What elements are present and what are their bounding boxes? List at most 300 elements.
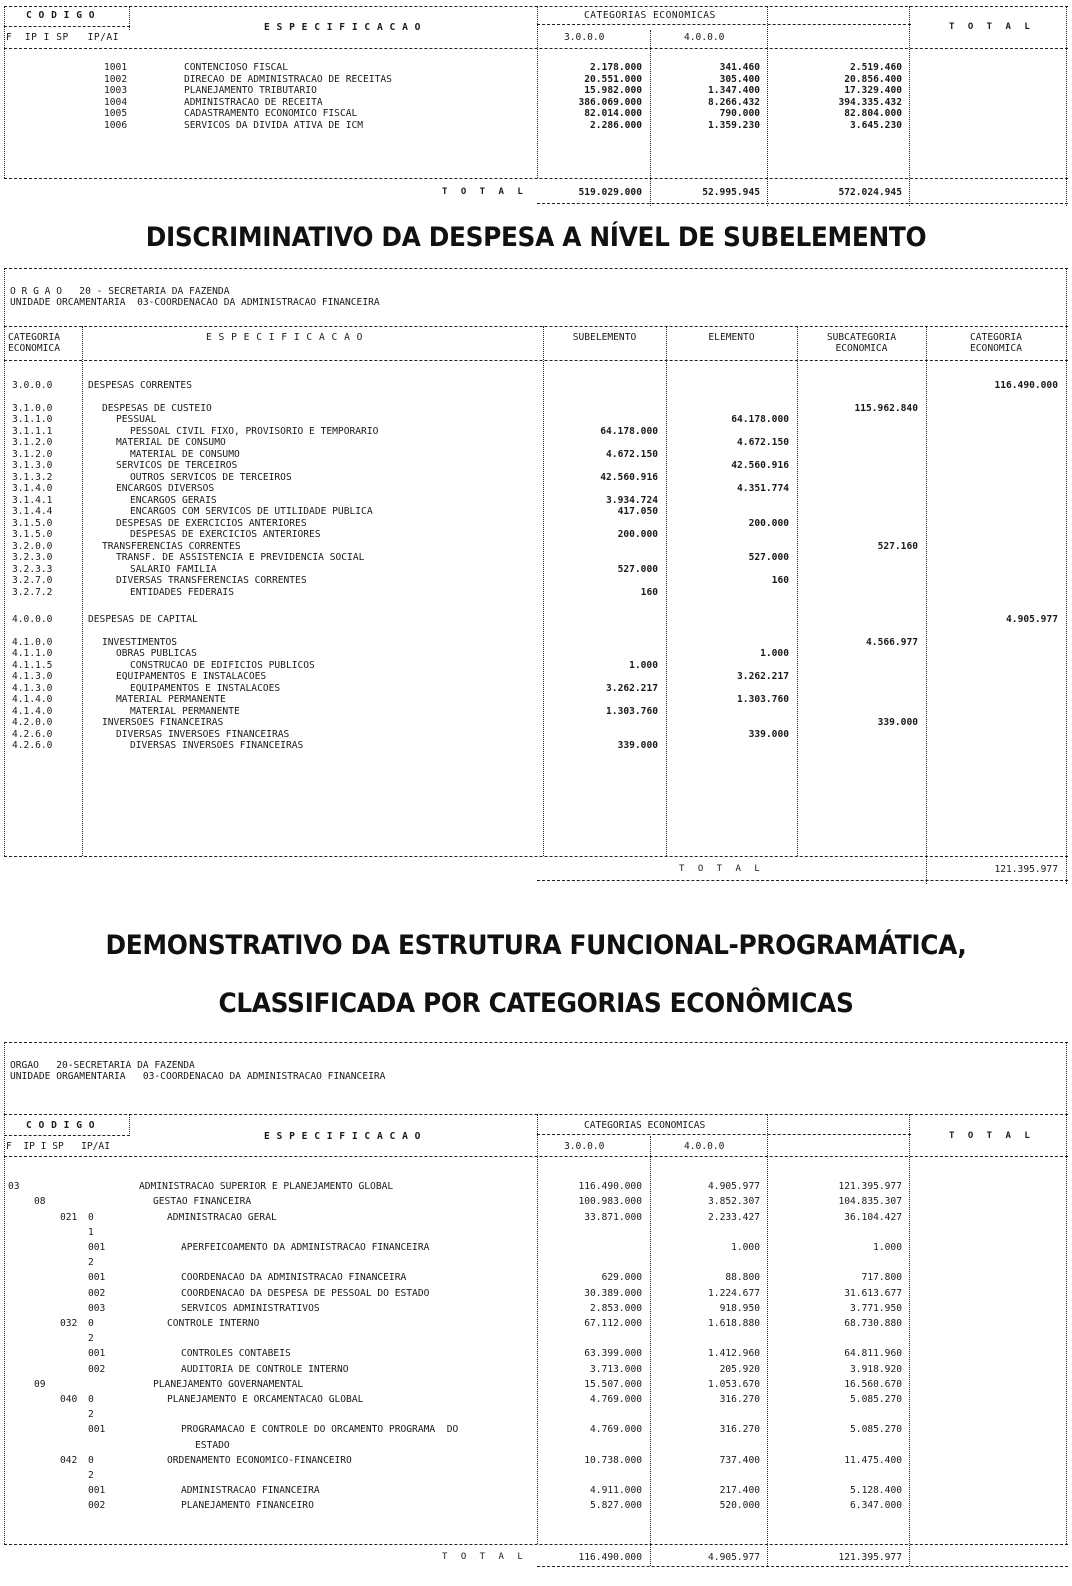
row-code: 3.2.3.3 [12,563,53,575]
row-label: EQUIPAMENTOS E INSTALACOES [130,682,281,694]
row-label: CONTENCIOSO FISCAL [184,62,288,73]
row-col-3000: 67.112.000 [584,1318,642,1329]
row-label: PLANEJAMENTO E ORCAMENTACAO GLOBAL [167,1394,364,1405]
row-code-pa: 001 [88,1348,106,1360]
row-col-3000: 82.014.000 [584,108,642,119]
table-row [4,1181,1068,1193]
row-label: DIVERSAS INVERSOES FINANCEIRAS [130,740,304,751]
table-row [4,1227,1068,1239]
row-label: SERVICOS DA DIVIDA ATIVA DE ICM [184,119,364,131]
row-code: 3.1.4.0 [12,483,53,494]
table-row [4,85,1068,97]
row-subelemento: 160 [640,586,658,598]
row-code: 3.1.0.0 [12,402,53,414]
row-label: CONSTRUCAO DE EDIFICIOS PUBLICOS [130,659,315,671]
header-especificacao: E S P E C I F I C A C A O [206,332,363,343]
row-label: INVESTIMENTOS [102,636,178,648]
row-label: DESPESAS DE CAPITAL [88,613,198,625]
row-code-pa: 002 [88,1363,106,1375]
header-categorias-economicas: CATEGORIAS ECONOMICAS [584,1120,706,1131]
row-label: APERFEICOAMENTO DA ADMINISTRACAO FINANCEIRA [181,1242,430,1253]
row-label: INVERSOES FINANCEIRAS [102,717,224,728]
row-categoria: 116.490.000 [994,379,1058,391]
header-especificacao: E S P E C I F I C A C A O [264,1131,421,1142]
table-row [4,1379,1068,1391]
table-row [4,1212,1068,1224]
table-row [4,1440,1068,1452]
header-categoria-economica-2: ECONOMICA [970,343,1022,354]
row-label: ORDENAMENTO ECONOMICO-FINANCEIRO [167,1454,352,1466]
table-row [4,671,1068,683]
table-row [4,1196,1068,1208]
table-row [4,1500,1068,1512]
row-code: 3.1.2.0 [12,437,53,448]
row-label: ENCARGOS DIVERSOS [116,483,215,494]
row-code: 3.2.3.0 [12,552,53,563]
row-col-3000: 5.827.000 [590,1500,642,1512]
row-code: 3.1.3.2 [12,471,53,483]
row-col-3000: 15.982.000 [584,85,642,96]
row-label: MATERIAL DE CONSUMO [130,448,240,460]
table-row [4,426,1068,438]
table-row [4,403,1068,415]
table-row [4,380,1068,392]
row-col-4000: 1.347.400 [708,85,760,96]
header-total: T O T A L [949,1131,1034,1141]
row-col-3000: 4.769.000 [590,1394,642,1405]
row-code: 4.1.1.0 [12,648,53,659]
table-row [4,706,1068,718]
row-label: PLANEJAMENTO GOVERNAMENTAL [153,1378,304,1390]
row-code-pa: 001 [88,1242,106,1253]
row-code-p: 09 [34,1378,46,1390]
table-row [4,1166,1068,1178]
row-label: DESPESAS DE EXERCICIOS ANTERIORES [116,517,307,529]
row-label: DIRECAO DE ADMINISTRACAO DE RECEITAS [184,73,392,85]
row-col-4000: 88.800 [725,1272,760,1284]
row-code: 3.1.4.4 [12,506,53,517]
table-row [4,1257,1068,1269]
row-col-3000: 63.399.000 [584,1348,642,1360]
table-row [4,587,1068,599]
row-total: 3.771.950 [850,1302,902,1314]
row-col-3000: 629.000 [601,1272,642,1284]
row-elemento: 339.000 [748,728,789,740]
row-label: SALARIO FAMILIA [130,563,217,575]
row-col-3000: 33.871.000 [584,1211,642,1223]
row-code: 4.2.6.0 [12,740,53,751]
row-label: TRANSF. DE ASSISTENCIA E PREVIDENCIA SOCIAL [116,552,365,563]
table-row [4,1424,1068,1436]
row-code: 3.2.7.2 [12,586,53,598]
row-col-4000: 205.920 [719,1363,760,1375]
row-col-4000: 316.270 [719,1394,760,1405]
header-sub-codes: F IP I SP IP/AI [6,1141,110,1152]
table-row [4,564,1068,576]
row-subelemento: 200.000 [617,529,658,540]
row-subcategoria: 115.962.840 [854,402,918,414]
row-code: 4.1.0.0 [12,636,53,648]
header-codigo: C O D I G O [26,10,96,21]
row-label: PESSOAL CIVIL FIXO, PROVISORIO E TEMPORARIO [130,425,379,437]
row-col-4000: 1.412.960 [708,1348,760,1360]
row-col-4000: 8.266.432 [708,96,760,108]
row-col-3000: 4.769.000 [590,1424,642,1436]
row-col-4000: 1.224.677 [708,1287,760,1299]
row-col-3000: 3.713.000 [590,1363,642,1375]
table-row [4,368,1068,380]
title-discriminativo: DISCRIMINATIVO DA DESPESA A NÍVEL DE SUBELEMENTO [145,222,927,253]
header-col-4000: 4.0.0.0 [684,1141,725,1152]
row-subelemento: 3.262.217 [606,682,658,694]
row-code-f: 03 [8,1181,20,1193]
row-total: 68.730.880 [844,1318,902,1329]
header-elemento: ELEMENTO [708,332,755,343]
row-total: 104.835.307 [838,1196,902,1208]
header-categoria-economica: CATEGORIA [970,332,1022,343]
row-label: SERVICOS DE TERCEIROS [116,460,238,471]
table-row [4,660,1068,672]
header-codigo: C O D I G O [26,1120,96,1131]
table-categorias-economicas-1 [4,6,1068,206]
header-especificacao: E S P E C I F I C A C A O [264,22,421,33]
row-elemento: 160 [771,575,789,586]
row-code-pa: 002 [88,1500,106,1512]
row-label: OUTROS SERVICOS DE TERCEIROS [130,471,292,483]
table-row [4,1318,1068,1330]
row-elemento: 3.262.217 [737,671,789,682]
table-row [4,74,1068,86]
row-label: ENTIDADES FEDERAIS [130,586,234,598]
row-label: ADMINISTRACAO DE RECEITA [184,96,323,108]
row-label: COORDENACAO DA DESPESA DE PESSOAL DO ESTADO [181,1287,430,1299]
table-row [4,1272,1068,1284]
row-total: 5.128.400 [850,1485,902,1497]
row-code-pa: 0 [88,1211,94,1223]
header-subcategoria: SUBCATEGORIA [826,332,897,343]
row-subelemento: 64.178.000 [600,425,658,437]
header-col-3000: 3.0.0.0 [564,32,605,43]
table-row [4,506,1068,518]
table-row [4,108,1068,120]
table-row [4,1394,1068,1406]
header-categoria: CATEGORIA [8,332,60,343]
row-label: ADMINISTRACAO GERAL [167,1211,277,1223]
table-row [4,437,1068,449]
row-label: DESPESAS DE EXERCICIOS ANTERIORES [130,529,321,540]
row-elemento: 200.000 [748,517,789,529]
row-label: DIVERSAS TRANSFERENCIAS CORRENTES [116,575,307,586]
table-row [4,460,1068,472]
row-subelemento: 3.934.724 [606,494,658,506]
row-categoria: 4.905.977 [1006,613,1058,625]
row-code: 4.2.0.0 [12,717,53,728]
row-label: AUDITORIA DE CONTROLE INTERNO [181,1363,349,1375]
row-label: ADMINISTRACAO FINANCEIRA [181,1485,320,1497]
table-row [4,598,1068,610]
row-elemento: 4.672.150 [737,437,789,448]
row-col-4000: 4.905.977 [708,1181,760,1193]
total-label: T O T A L [442,187,527,197]
table-row [4,62,1068,74]
row-subelemento: 42.560.916 [600,471,658,483]
row-code-pa: 0 [88,1394,94,1405]
row-code-sp: 042 [60,1454,78,1466]
row-elemento: 1.303.760 [737,694,789,705]
table-row [4,1455,1068,1467]
table-row [4,637,1068,649]
total-label: T O T A L [679,864,764,874]
row-code-pa: 2 [88,1409,94,1421]
row-code-pa: 001 [88,1272,106,1284]
table-row [4,1288,1068,1300]
row-elemento: 1.000 [760,648,789,659]
total-col-4000: 4.905.977 [708,1552,760,1563]
row-code: 4.1.4.0 [12,705,53,717]
row-total: 717.800 [861,1272,902,1284]
row-total: 16.560.670 [844,1378,902,1390]
row-label: EQUIPAMENTOS E INSTALACOES [116,671,267,682]
row-elemento: 64.178.000 [731,414,789,425]
row-col-3000: 2.178.000 [590,62,642,73]
table-row [4,1242,1068,1254]
row-col-4000: 1.618.880 [708,1318,760,1329]
orgao-label: ORGAO 20-SECRETARIA DA FAZENDA [10,1060,195,1071]
row-total: 17.329.400 [844,85,902,96]
total-label: T O T A L [442,1552,527,1562]
row-code: 3.1.4.1 [12,494,53,506]
row-label: PLANEJAMENTO TRIBUTARIO [184,85,317,96]
table-row [4,694,1068,706]
table-row [4,529,1068,541]
row-label: TRANSFERENCIAS CORRENTES [102,540,241,552]
row-code: 3.1.5.0 [12,517,53,529]
row-subelemento: 1.303.760 [606,705,658,717]
header-subcategoria-economica: ECONOMICA [835,343,888,354]
row-code: 4.1.3.0 [12,671,53,682]
table-row [4,483,1068,495]
table-row [4,614,1068,626]
row-code-sp: 021 [60,1211,78,1223]
row-label: COORDENACAO DA ADMINISTRACAO FINANCEIRA [181,1272,407,1284]
row-label: MATERIAL DE CONSUMO [116,437,226,448]
row-label: ESTADO [195,1439,230,1451]
row-code: 3.1.1.0 [12,414,53,425]
table-row [4,518,1068,530]
row-code: 4.1.4.0 [12,694,53,705]
total-col-3000: 519.029.000 [578,187,642,198]
row-total: 5.085.270 [850,1394,902,1405]
table-row [4,1470,1068,1482]
row-code: 4.2.6.0 [12,728,53,740]
row-label: ADMINISTRACAO SUPERIOR E PLANEJAMENTO GLOBAL [139,1181,394,1193]
row-code: 3.1.3.0 [12,460,53,471]
table-discriminativo-despesa [4,268,1068,884]
row-subelemento: 4.672.150 [606,448,658,460]
row-code-pa: 003 [88,1302,106,1314]
row-code: 3.2.7.0 [12,575,53,586]
row-code: 3.1.5.0 [12,529,53,540]
row-elemento: 527.000 [748,552,789,563]
row-code-sp: 032 [60,1318,78,1329]
total-grand: 572.024.945 [838,187,902,198]
row-code: 4.1.3.0 [12,682,53,694]
row-total: 2.519.460 [850,62,902,73]
row-label: DESPESAS CORRENTES [88,379,192,391]
row-col-3000: 10.738.000 [584,1454,642,1466]
row-label: DIVERSAS INVERSOES FINANCEIRAS [116,728,290,740]
row-total: 5.085.270 [850,1424,902,1436]
table-row [4,575,1068,587]
row-code-pa: 2 [88,1333,94,1345]
total-col-4000: 52.995.945 [702,187,760,198]
row-total: 394.335.432 [838,96,902,108]
row-code: 1002 [104,73,128,85]
row-label: MATERIAL PERMANENTE [116,694,226,705]
total-grand: 121.395.977 [838,1552,902,1563]
row-col-4000: 217.400 [719,1485,760,1497]
row-total: 6.347.000 [850,1500,902,1512]
row-code-pa: 001 [88,1485,106,1497]
row-col-4000: 3.852.307 [708,1196,760,1208]
table-row [4,1364,1068,1376]
table-row [4,1348,1068,1360]
row-subelemento: 417.050 [617,506,658,517]
row-col-3000: 4.911.000 [590,1485,642,1497]
table-estrutura-funcional-programatica [4,1042,1068,1562]
table-row [4,648,1068,660]
table-row [4,472,1068,484]
table-row [4,1303,1068,1315]
header-economica: ECONOMICA [8,343,60,354]
row-code: 4.1.1.5 [12,659,53,671]
header-sub-codes: F IP I SP IP/AI [6,32,119,43]
row-code: 1004 [104,96,128,108]
row-elemento: 4.351.774 [737,483,789,494]
row-elemento: 42.560.916 [731,460,789,471]
row-total: 82.804.000 [844,108,902,119]
row-col-3000: 30.389.000 [584,1287,642,1299]
table-row [4,717,1068,729]
header-categorias-economicas: CATEGORIAS ECONOMICAS [584,10,716,21]
row-total: 121.395.977 [838,1181,902,1193]
table-row [4,729,1068,741]
table-row [4,97,1068,109]
row-col-3000: 386.069.000 [578,96,642,108]
row-col-4000: 1.000 [731,1242,760,1253]
title-demonstrativo-line2: CLASSIFICADA POR CATEGORIAS ECONÔMICAS [218,988,854,1019]
row-subelemento: 339.000 [617,740,658,751]
row-label: ENCARGOS COM SERVICOS DE UTILIDADE PUBLICA [130,506,373,517]
row-code-pa: 0 [88,1318,94,1329]
table-row [4,1409,1068,1421]
row-col-4000: 1.053.670 [708,1378,760,1390]
row-col-4000: 918.950 [719,1302,760,1314]
table-row [4,1333,1068,1345]
row-label: PLANEJAMENTO FINANCEIRO [181,1500,314,1512]
table-row [4,495,1068,507]
row-label: MATERIAL PERMANENTE [130,705,240,717]
row-code: 1003 [104,85,128,96]
header-col-4000: 4.0.0.0 [684,32,725,43]
unidade-label: UNIDADE ORGAMENTARIA 03-COORDENACAO DA ADMINISTRACAO FINANCEIRA [10,1071,386,1082]
row-code-sp: 040 [60,1394,78,1405]
row-label: OBRAS PUBLICAS [116,648,197,659]
row-total: 36.104.427 [844,1211,902,1223]
table-row [4,552,1068,564]
row-subelemento: 527.000 [617,563,658,575]
orgao-label: O R G A O 20 - SECRETARIA DA FAZENDA [10,286,230,297]
table-row [4,1485,1068,1497]
table-row [4,683,1068,695]
row-code-pa: 001 [88,1424,106,1436]
row-subelemento: 1.000 [629,659,658,671]
row-col-4000: 790.000 [719,108,760,119]
row-col-4000: 737.400 [719,1454,760,1466]
total-col-3000: 116.490.000 [578,1552,642,1563]
row-col-4000: 1.359.230 [708,119,760,131]
row-total: 3.645.230 [850,119,902,131]
row-code: 1006 [104,119,128,131]
row-col-3000: 15.507.000 [584,1378,642,1390]
total-value: 121.395.977 [994,864,1058,875]
row-code-pa: 1 [88,1226,94,1238]
row-col-4000: 520.000 [719,1500,760,1512]
table-row [4,740,1068,752]
row-col-3000: 2.853.000 [590,1302,642,1314]
table-row [4,120,1068,132]
row-label: SERVICOS ADMINISTRATIVOS [181,1302,320,1314]
row-code-p: 08 [34,1196,46,1208]
row-code-pa: 2 [88,1257,94,1269]
row-code: 3.1.1.1 [12,425,53,437]
table-row [4,391,1068,403]
row-total: 20.856.400 [844,73,902,85]
row-code: 3.2.0.0 [12,540,53,552]
row-col-4000: 2.233.427 [708,1211,760,1223]
row-col-3000: 116.490.000 [578,1181,642,1193]
row-col-4000: 316.270 [719,1424,760,1436]
row-total: 31.613.677 [844,1287,902,1299]
row-col-3000: 2.286.000 [590,119,642,131]
row-total: 1.000 [873,1242,902,1253]
table-row [4,625,1068,637]
row-col-4000: 341.460 [719,62,760,73]
header-subelemento: SUBELEMENTO [572,332,637,343]
row-label: ENCARGOS GERAIS [130,494,217,506]
header-col-3000: 3.0.0.0 [564,1141,605,1152]
table-row [4,414,1068,426]
row-label: PESSUAL [116,414,157,425]
row-col-3000: 20.551.000 [584,73,642,85]
row-col-4000: 305.400 [719,73,760,85]
row-label: CONTROLES CONTABEIS [181,1348,291,1360]
row-subcategoria: 339.000 [877,717,918,728]
row-code: 1001 [104,62,128,73]
row-code: 1005 [104,108,128,119]
row-subcategoria: 4.566.977 [866,636,918,648]
row-total: 64.811.960 [844,1348,902,1360]
row-total: 3.918.920 [850,1363,902,1375]
row-code-pa: 2 [88,1470,94,1481]
row-code: 3.1.2.0 [12,448,53,460]
row-code-pa: 002 [88,1287,106,1299]
row-label: PROGRAMACAO E CONTROLE DO ORCAMENTO PROGRAMA DO [181,1424,459,1436]
row-label: CONTROLE INTERNO [167,1318,260,1329]
row-total: 11.475.400 [844,1454,902,1466]
row-col-3000: 100.983.000 [578,1196,642,1208]
row-code: 3.0.0.0 [12,379,53,391]
